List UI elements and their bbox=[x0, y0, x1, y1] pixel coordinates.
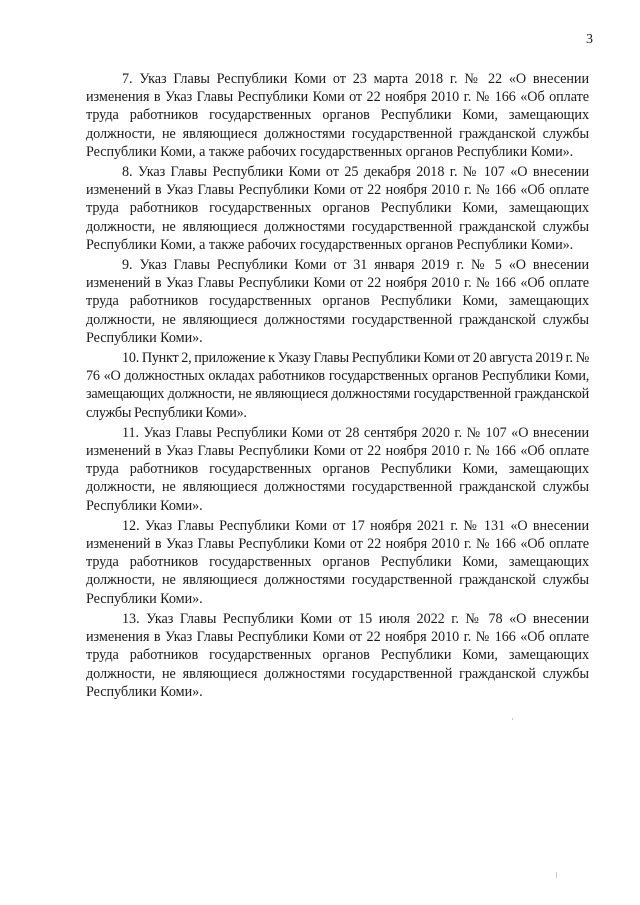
page-number: 3 bbox=[586, 32, 593, 47]
list-item-8: 8. Указ Главы Республики Коми от 25 декабря 2018 г. № 107 «О внесении изменений в Указ Главы Республики Коми от 22 ноября 2010 г. № 166 «Об оплате труда работников государственных органов Республики Коми, замещающих должности, не являющиеся должностями государственной гражданской службы Республики Коми, а также рабочих государственных органов Республики Коми». bbox=[86, 164, 589, 253]
scan-speck-mark bbox=[556, 872, 557, 878]
list-item-13: 13. Указ Главы Республики Коми от 15 июля 2022 г. № 78 «О внесении изменения в Указ Главы Республики Коми от 22 ноября 2010 г. № 166 «Об оплате труда работников государственных органов Республики Коми, замещающих должности, не являющиеся должностями государственной гражданской службы Республики Коми». bbox=[86, 610, 589, 700]
list-item-10: 10. Пункт 2, приложение к Указу Главы Республики Коми от 20 августа 2019 г. № 76 «О должностных окладах работников государственных органов Республики Коми, замещающих должности, не являющиеся должностями государственной гражданской службы Республики Коми». bbox=[86, 350, 589, 421]
list-item-9: 9. Указ Главы Республики Коми от 31 января 2019 г. № 5 «О внесении изменений в Указ Главы Республики Коми от 22 ноября 2010 г. № 166 «Об оплате труда работников государственных органов Республики Коми, замещающих должности, не являющиеся должностями государственной гражданской службы Республики Коми». bbox=[86, 257, 589, 346]
list-item-11: 11. Указ Главы Республики Коми от 28 сентября 2020 г. № 107 «О внесении изменений в Указ Главы Республики Коми от 22 ноября 2010 г. № 166 «Об оплате труда работников государственных органов Республики Коми, замещающих должности, не являющиеся должностями государственной гражданской службы Республики Коми». bbox=[86, 424, 589, 514]
list-item-7: 7. Указ Главы Республики Коми от 23 марта 2018 г. № 22 «О внесении изменения в Указ Главы Республики Коми от 22 ноября 2010 г. № 166 «Об оплате труда работников государственных органов Республики Коми, замещающих должности, не являющиеся должностями государственной гражданской службы Республики Коми, а также рабочих государственных органов Республики Коми». bbox=[86, 71, 589, 160]
list-item-12: 12. Указ Главы Республики Коми от 17 ноября 2021 г. № 131 «О внесении изменений в Указ Главы Республики Коми от 22 ноября 2010 г. № 166 «Об оплате труда работников государственных органов Республики Коми, замещающих должности, не являющиеся должностями государственной гражданской службы Республики Коми». bbox=[86, 517, 589, 607]
document-body bbox=[86, 70, 589, 703]
scan-speck-mark bbox=[512, 718, 513, 720]
